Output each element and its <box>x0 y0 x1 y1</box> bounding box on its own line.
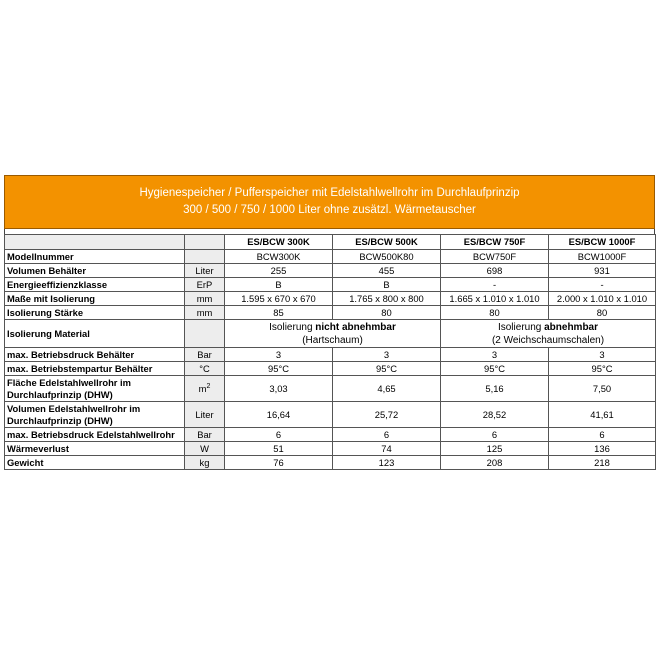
row-unit: kg <box>185 456 225 470</box>
row-unit: mm <box>185 306 225 320</box>
material-bold: abnehmbar <box>544 321 599 333</box>
material-prefix: Isolierung <box>497 321 545 333</box>
row-label: Modellnummer <box>5 250 185 264</box>
unit-base: m <box>198 382 207 394</box>
cell: 3 <box>225 348 333 362</box>
row-unit: mm <box>185 292 225 306</box>
title-line-2: 300 / 500 / 750 / 1000 Liter ohne zusätzl. Wärmetauscher <box>183 204 476 216</box>
model-header: ES/BCW 1000F <box>549 235 656 250</box>
label-line: Durchlaufprinzip (DHW) <box>7 414 113 426</box>
cell: 3 <box>549 348 656 362</box>
row-unit <box>185 250 225 264</box>
cell: 16,64 <box>225 402 333 428</box>
cell: 6 <box>225 428 333 442</box>
cell: 80 <box>549 306 656 320</box>
model-header: ES/BCW 500K <box>333 235 441 250</box>
material-group-removable <box>441 320 656 348</box>
material-group-fixed <box>225 320 441 348</box>
row-unit: Bar <box>185 428 225 442</box>
cell: 208 <box>441 456 549 470</box>
cell: 1.765 x 800 x 800 <box>333 292 441 306</box>
header-row <box>5 235 656 250</box>
cell: 76 <box>225 456 333 470</box>
row-label: Wärmeverlust <box>5 442 185 456</box>
title-banner <box>4 175 655 229</box>
cell: B <box>333 278 441 292</box>
row-label: Volumen Behälter <box>5 264 185 278</box>
spec-sheet <box>4 175 655 470</box>
cell: 51 <box>225 442 333 456</box>
row-unit: W <box>185 442 225 456</box>
label-line: Volumen Edelstahlwellrohr im <box>7 402 141 414</box>
cell: 6 <box>549 428 656 442</box>
material-line <box>444 321 652 334</box>
cell: 6 <box>333 428 441 442</box>
cell: 95°C <box>333 362 441 376</box>
cell: BCW300K <box>225 250 333 264</box>
cell: BCW1000F <box>549 250 656 264</box>
cell: 4,65 <box>333 376 441 402</box>
material-sub: (Hartschaum) <box>302 334 363 346</box>
row-label: Maße mit Isolierung <box>5 292 185 306</box>
row-label: Gewicht <box>5 456 185 470</box>
cell: 85 <box>225 306 333 320</box>
cell: - <box>441 278 549 292</box>
label-line: Durchlaufprinzip (DHW) <box>7 388 113 400</box>
cell: 80 <box>333 306 441 320</box>
cell: 1.595 x 670 x 670 <box>225 292 333 306</box>
cell: 80 <box>441 306 549 320</box>
spec-table <box>4 234 656 470</box>
material-sub: (2 Weichschaumschalen) <box>491 334 605 346</box>
table-row <box>5 320 656 348</box>
row-label: Isolierung Material <box>5 320 185 348</box>
cell: BCW750F <box>441 250 549 264</box>
cell: 7,50 <box>549 376 656 402</box>
cell: - <box>549 278 656 292</box>
table-row <box>5 456 656 470</box>
table-row <box>5 278 656 292</box>
row-label: max. Betriebsdruck Behälter <box>5 348 185 362</box>
table-row <box>5 362 656 376</box>
material-bold: nicht abnehmbar <box>315 321 396 333</box>
cell: 698 <box>441 264 549 278</box>
table-row <box>5 348 656 362</box>
cell: 2.000 x 1.010 x 1.010 <box>549 292 656 306</box>
table-row <box>5 376 656 402</box>
cell: 931 <box>549 264 656 278</box>
table-row <box>5 306 656 320</box>
table-row <box>5 402 656 428</box>
row-label: Energieeffizienzklasse <box>5 278 185 292</box>
cell: 25,72 <box>333 402 441 428</box>
row-label: max. Betriebsdruck Edelstahlwellrohr <box>5 428 185 442</box>
cell: 74 <box>333 442 441 456</box>
model-header: ES/BCW 300K <box>225 235 333 250</box>
row-label <box>5 402 185 428</box>
cell: 123 <box>333 456 441 470</box>
cell: 6 <box>441 428 549 442</box>
row-unit: Liter <box>185 402 225 428</box>
table-row <box>5 428 656 442</box>
unit-sup: 2 <box>206 382 211 390</box>
cell: 455 <box>333 264 441 278</box>
table-row <box>5 264 656 278</box>
table-row <box>5 442 656 456</box>
cell: 136 <box>549 442 656 456</box>
row-unit: Bar <box>185 348 225 362</box>
cell: 95°C <box>441 362 549 376</box>
row-label: Isolierung Stärke <box>5 306 185 320</box>
cell: 28,52 <box>441 402 549 428</box>
cell: B <box>225 278 333 292</box>
row-label <box>5 376 185 402</box>
row-unit <box>185 376 225 402</box>
header-blank-unit <box>185 235 225 250</box>
cell: 95°C <box>225 362 333 376</box>
model-header: ES/BCW 750F <box>441 235 549 250</box>
row-unit: °C <box>185 362 225 376</box>
header-blank <box>5 235 185 250</box>
title-line-1: Hygienespeicher / Pufferspeicher mit Edelstahlwellrohr im Durchlaufprinzip <box>139 187 520 199</box>
cell: 218 <box>549 456 656 470</box>
material-line <box>228 321 437 334</box>
table-row <box>5 250 656 264</box>
cell: 3 <box>441 348 549 362</box>
cell: BCW500K80 <box>333 250 441 264</box>
cell: 41,61 <box>549 402 656 428</box>
label-line: Fläche Edelstahlwellrohr im <box>7 376 131 388</box>
material-prefix: Isolierung <box>269 321 316 333</box>
row-label: max. Betriebstempartur Behälter <box>5 362 185 376</box>
table-row <box>5 292 656 306</box>
cell: 3 <box>333 348 441 362</box>
cell: 3,03 <box>225 376 333 402</box>
cell: 95°C <box>549 362 656 376</box>
cell: 125 <box>441 442 549 456</box>
row-unit: ErP <box>185 278 225 292</box>
row-unit: Liter <box>185 264 225 278</box>
cell: 255 <box>225 264 333 278</box>
cell: 1.665 x 1.010 x 1.010 <box>441 292 549 306</box>
row-unit <box>185 320 225 348</box>
cell: 5,16 <box>441 376 549 402</box>
